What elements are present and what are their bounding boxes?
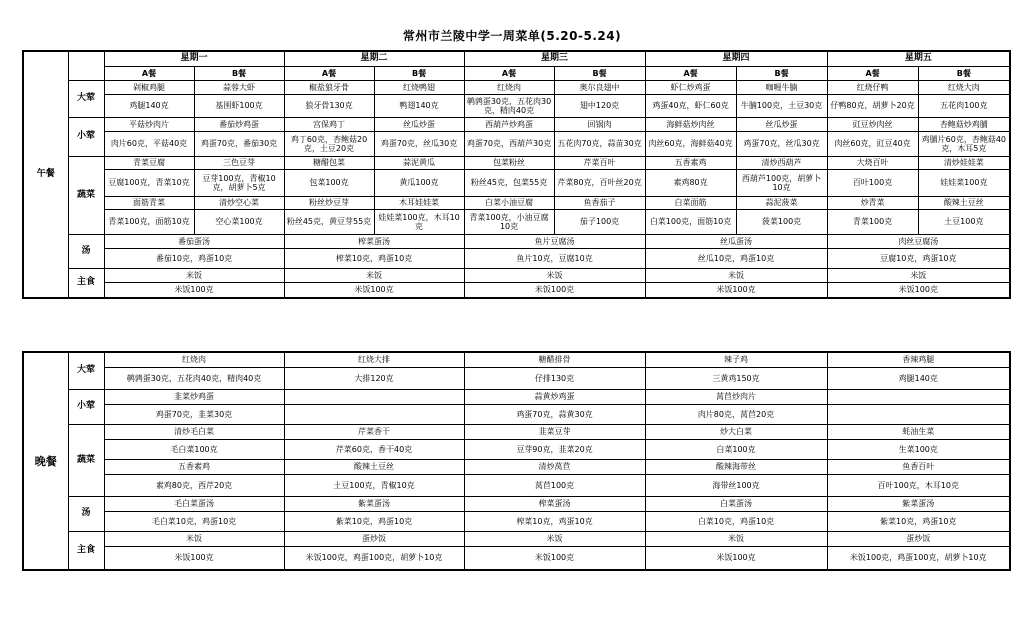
dish-name: 韭菜炒鸡蛋 xyxy=(104,389,284,404)
dinner-dahun-names xyxy=(23,352,1010,367)
category-label: 小荤 xyxy=(68,389,104,424)
dish-name: 蛋炒饭 xyxy=(284,531,464,546)
dish-name: 紫菜蛋汤 xyxy=(827,496,1010,511)
lunch-dahun-qty xyxy=(23,94,1010,117)
dinner-zhushi-names xyxy=(23,531,1010,546)
dish-name: 白菜蛋汤 xyxy=(645,496,827,511)
dinner-tang-qty xyxy=(23,511,1010,531)
dish-qty: 米饭100克，鸡蛋100克，胡萝卜10克 xyxy=(284,546,464,570)
dish-name: 米饭 xyxy=(464,531,645,546)
dinner-xiaohun-names xyxy=(23,389,1010,404)
dish-qty: 五花肉70克，蒜苗30克 xyxy=(554,131,645,156)
dish-qty: 鸡脯片60克，杏鲍菇40克，木耳5克 xyxy=(918,131,1010,156)
dish-name: 丝瓜蛋汤 xyxy=(645,234,827,248)
dish-qty: 百叶100克，木耳10克 xyxy=(827,474,1010,496)
dish-name: 红烧大排 xyxy=(284,352,464,367)
lunch-sucai-qty2 xyxy=(23,209,1010,234)
dish-qty: 榨菜10克，鸡蛋10克 xyxy=(464,511,645,531)
dish-name: 奥尔良翅中 xyxy=(554,80,645,94)
dish-name: 蒜黄炒鸡蛋 xyxy=(464,389,645,404)
dish-name: 清炒空心菜 xyxy=(194,196,284,209)
dish-name: 红烧仔鸭 xyxy=(827,80,918,94)
sub-b-label: B餐 xyxy=(554,66,645,80)
lunch-sucai-names2 xyxy=(23,196,1010,209)
dish-qty: 青菜100克，小油豆腐10克 xyxy=(464,209,554,234)
dish-qty: 番茄10克，鸡蛋10克 xyxy=(104,248,284,268)
dish-name: 粉丝炒豆芽 xyxy=(284,196,374,209)
dinner-sucai-qty2 xyxy=(23,474,1010,496)
dish-qty: 黄瓜100克 xyxy=(374,169,464,196)
dish-name: 红烧肉 xyxy=(104,352,284,367)
dish-name: 炒青菜 xyxy=(827,196,918,209)
sub-b-label: B餐 xyxy=(374,66,464,80)
dinner-sucai-qty1 xyxy=(23,439,1010,459)
dish-qty: 米饭100克 xyxy=(284,282,464,298)
dish-qty: 鸡蛋70克，蒜黄30克 xyxy=(464,404,645,424)
dish-name: 丝瓜炒蛋 xyxy=(374,117,464,131)
dish-qty: 米饭100克 xyxy=(464,282,645,298)
dish-qty: 豆芽90克，韭菜20克 xyxy=(464,439,645,459)
dish-qty: 粉丝45克，黄豆芽55克 xyxy=(284,209,374,234)
dish-name: 炒大白菜 xyxy=(645,424,827,439)
dish-name: 木耳娃娃菜 xyxy=(374,196,464,209)
dish-qty: 毛白菜100克 xyxy=(104,439,284,459)
dish-qty: 鸭翅140克 xyxy=(374,94,464,117)
dish-name: 糖醋排骨 xyxy=(464,352,645,367)
dish-name: 番茄炒鸡蛋 xyxy=(194,117,284,131)
dish-qty: 五花肉100克 xyxy=(918,94,1010,117)
dish-qty: 肉丝60克，海鲜菇40克 xyxy=(645,131,736,156)
dish-qty: 素鸡80克 xyxy=(645,169,736,196)
lunch-zhushi-names xyxy=(23,268,1010,282)
dish-qty: 狼牙骨130克 xyxy=(284,94,374,117)
lunch-xiaohun-names xyxy=(23,117,1010,131)
dish-name: 包菜粉丝 xyxy=(464,156,554,169)
dish-name: 榨菜蛋汤 xyxy=(284,234,464,248)
sub-a-label: A餐 xyxy=(827,66,918,80)
dinner-table xyxy=(22,351,1011,571)
dish-qty: 豆腐10克，鸡蛋10克 xyxy=(827,248,1010,268)
dish-qty: 鸡蛋70克，番茄30克 xyxy=(194,131,284,156)
dish-qty: 土豆100克，青椒10克 xyxy=(284,474,464,496)
sub-a-label: A餐 xyxy=(464,66,554,80)
dish-name: 西葫芦炒鸡蛋 xyxy=(464,117,554,131)
dish-name: 红烧肉 xyxy=(464,80,554,94)
dish-name: 椒盐狼牙骨 xyxy=(284,80,374,94)
lunch-table xyxy=(22,50,1011,299)
day-header: 星期四 xyxy=(645,51,827,66)
dish-qty: 青菜100克 xyxy=(827,209,918,234)
dish-qty: 海带丝100克 xyxy=(645,474,827,496)
dish-qty: 肉片60克，平菇40克 xyxy=(104,131,194,156)
dish-name: 五香素鸡 xyxy=(645,156,736,169)
dish-qty: 米饭100克 xyxy=(645,282,827,298)
dish-qty: 鸡丁60克，杏鲍菇20克，土豆20克 xyxy=(284,131,374,156)
dish-qty: 素鸡80克，西芹20克 xyxy=(104,474,284,496)
dish-name: 平菇炒肉片 xyxy=(104,117,194,131)
category-label: 大荤 xyxy=(68,352,104,389)
dish-name: 大烧百叶 xyxy=(827,156,918,169)
day-header: 星期五 xyxy=(827,51,1010,66)
sub-a-label: A餐 xyxy=(104,66,194,80)
dish-name: 红烧鸭翅 xyxy=(374,80,464,94)
dinner-zhushi-qty xyxy=(23,546,1010,570)
category-label: 小荤 xyxy=(68,117,104,156)
dish-name: 清炒西葫芦 xyxy=(736,156,827,169)
dish-qty: 米饭100克 xyxy=(464,546,645,570)
dish-name: 莴苣炒肉片 xyxy=(645,389,827,404)
dish-qty: 翅中120克 xyxy=(554,94,645,117)
dish-name: 红烧大肉 xyxy=(918,80,1010,94)
dish-name: 蒜泥菠菜 xyxy=(736,196,827,209)
dish-name: 鱼片豆腐汤 xyxy=(464,234,645,248)
dish-qty: 娃娃菜100克，木耳10克 xyxy=(374,209,464,234)
dish-qty: 丝瓜10克，鸡蛋10克 xyxy=(645,248,827,268)
dish-qty: 生菜100克 xyxy=(827,439,1010,459)
dish-name: 青菜豆腐 xyxy=(104,156,194,169)
dish-qty: 娃娃菜100克 xyxy=(918,169,1010,196)
category-label: 蔬菜 xyxy=(68,156,104,234)
dish-name: 面筋青菜 xyxy=(104,196,194,209)
dish-qty: 米饭100克 xyxy=(827,282,1010,298)
dish-name: 白菜小油豆腐 xyxy=(464,196,554,209)
dinner-sucai-names2 xyxy=(23,459,1010,474)
dish-qty: 芹菜80克，百叶丝20克 xyxy=(554,169,645,196)
sub-a-label: A餐 xyxy=(284,66,374,80)
dish-qty: 鸡蛋70克，韭菜30克 xyxy=(104,404,284,424)
dinner-xiaohun-qty xyxy=(23,404,1010,424)
dish-qty: 鸡蛋70克，丝瓜30克 xyxy=(736,131,827,156)
category-label: 主食 xyxy=(68,268,104,298)
dish-qty: 白菜100克，面筋10克 xyxy=(645,209,736,234)
dish-qty: 紫菜10克，鸡蛋10克 xyxy=(284,511,464,531)
dish-qty: 肉片80克，莴苣20克 xyxy=(645,404,827,424)
dish-name xyxy=(284,389,464,404)
dish-name: 白菜面筋 xyxy=(645,196,736,209)
dish-qty: 西葫芦100克，胡萝卜10克 xyxy=(736,169,827,196)
dish-name: 丝瓜炒蛋 xyxy=(736,117,827,131)
dish-qty: 豆芽100克，青椒10克，胡萝卜5克 xyxy=(194,169,284,196)
dinner-dahun-qty xyxy=(23,367,1010,389)
dish-name: 蒜泥黄瓜 xyxy=(374,156,464,169)
dish-name: 五香素鸡 xyxy=(104,459,284,474)
page-title: 常州市兰陵中学一周菜单(5.20-5.24) xyxy=(402,29,622,43)
lunch-dahun-names xyxy=(23,80,1010,94)
dish-qty: 榨菜10克，鸡蛋10克 xyxy=(284,248,464,268)
dish-qty: 仔排130克 xyxy=(464,367,645,389)
dish-name: 米饭 xyxy=(284,268,464,282)
dish-qty: 毛白菜10克，鸡蛋10克 xyxy=(104,511,284,531)
dish-qty: 米饭100克 xyxy=(104,282,284,298)
dish-name: 蚝油生菜 xyxy=(827,424,1010,439)
dish-name: 虾仁炒鸡蛋 xyxy=(645,80,736,94)
lunch-sucai-names1 xyxy=(23,156,1010,169)
dish-qty: 空心菜100克 xyxy=(194,209,284,234)
dish-name: 米饭 xyxy=(827,268,1010,282)
dish-name: 豇豆炒肉丝 xyxy=(827,117,918,131)
dish-qty: 包菜100克 xyxy=(284,169,374,196)
dish-name: 香辣鸡腿 xyxy=(827,352,1010,367)
dish-qty: 芹菜60克，香干40克 xyxy=(284,439,464,459)
dish-qty: 菠菜100克 xyxy=(736,209,827,234)
sub-b-label: B餐 xyxy=(736,66,827,80)
sub-a-label: A餐 xyxy=(645,66,736,80)
dish-qty xyxy=(284,404,464,424)
dish-qty: 鱼片10克，豆腐10克 xyxy=(464,248,645,268)
dish-name: 芹菜百叶 xyxy=(554,156,645,169)
dish-qty: 鸡蛋40克，虾仁60克 xyxy=(645,94,736,117)
category-label: 汤 xyxy=(68,234,104,268)
lunch-tang-qty xyxy=(23,248,1010,268)
dish-name xyxy=(827,389,1010,404)
dish-name: 糖醋包菜 xyxy=(284,156,374,169)
dish-name: 清炒毛白菜 xyxy=(104,424,284,439)
dish-name: 韭菜豆芽 xyxy=(464,424,645,439)
dish-name: 蛋炒饭 xyxy=(827,531,1010,546)
dish-name: 榨菜蛋汤 xyxy=(464,496,645,511)
dish-qty xyxy=(827,404,1010,424)
dish-qty: 肉丝60克，豇豆40克 xyxy=(827,131,918,156)
sub-b-label: B餐 xyxy=(918,66,1010,80)
day-header: 星期二 xyxy=(284,51,464,66)
dish-name: 米饭 xyxy=(645,268,827,282)
dish-qty: 莴苣100克 xyxy=(464,474,645,496)
meal-label-lunch: 午餐 xyxy=(23,51,68,298)
dish-name: 辣子鸡 xyxy=(645,352,827,367)
dinner-sucai-names1 xyxy=(23,424,1010,439)
dish-qty: 紫菜10克，鸡蛋10克 xyxy=(827,511,1010,531)
day-header-row xyxy=(23,51,1010,66)
dish-name: 鱼香百叶 xyxy=(827,459,1010,474)
dish-name: 回锅肉 xyxy=(554,117,645,131)
dish-qty: 米饭100克 xyxy=(645,546,827,570)
dish-name: 肉丝豆腐汤 xyxy=(827,234,1010,248)
dish-name: 咖喱牛腩 xyxy=(736,80,827,94)
dish-name: 杏鲍菇炒鸡脯 xyxy=(918,117,1010,131)
dish-name: 芹菜香干 xyxy=(284,424,464,439)
dish-qty: 牛腩100克，土豆30克 xyxy=(736,94,827,117)
lunch-sucai-qty1 xyxy=(23,169,1010,196)
dish-qty: 大排120克 xyxy=(284,367,464,389)
dish-qty: 鸡蛋70克，丝瓜30克 xyxy=(374,131,464,156)
dish-qty: 土豆100克 xyxy=(918,209,1010,234)
dish-name: 海鲜菇炒肉丝 xyxy=(645,117,736,131)
dish-qty: 青菜100克，面筋10克 xyxy=(104,209,194,234)
dish-qty: 茄子100克 xyxy=(554,209,645,234)
dish-qty: 鸡腿140克 xyxy=(104,94,194,117)
dish-name: 清炒莴苣 xyxy=(464,459,645,474)
category-label: 蔬菜 xyxy=(68,424,104,496)
lunch-zhushi-qty xyxy=(23,282,1010,298)
dish-qty: 豆腐100克，青菜10克 xyxy=(104,169,194,196)
dish-name: 鱼香茄子 xyxy=(554,196,645,209)
dish-name: 酸辣土豆丝 xyxy=(918,196,1010,209)
dish-name: 紫菜蛋汤 xyxy=(284,496,464,511)
sub-b-label: B餐 xyxy=(194,66,284,80)
category-label: 主食 xyxy=(68,531,104,570)
dish-name: 三色豆芽 xyxy=(194,156,284,169)
dish-qty: 鸡蛋70克，西葫芦30克 xyxy=(464,131,554,156)
dish-name: 剁椒鸡腿 xyxy=(104,80,194,94)
dish-name: 酸辣土豆丝 xyxy=(284,459,464,474)
dish-qty: 三黄鸡150克 xyxy=(645,367,827,389)
lunch-tang-names xyxy=(23,234,1010,248)
dish-qty: 鹌鹑蛋30克，五花肉40克，精肉40克 xyxy=(104,367,284,389)
meal-label-dinner: 晚餐 xyxy=(23,352,68,570)
category-label: 汤 xyxy=(68,496,104,531)
dish-name: 清炒娃娃菜 xyxy=(918,156,1010,169)
dish-name: 宫保鸡丁 xyxy=(284,117,374,131)
lunch-xiaohun-qty xyxy=(23,131,1010,156)
dish-qty: 仔鸭80克，胡萝卜20克 xyxy=(827,94,918,117)
dish-name: 米饭 xyxy=(104,268,284,282)
dish-qty: 鹌鹑蛋30克，五花肉30克，精肉40克 xyxy=(464,94,554,117)
dish-qty: 米饭100克 xyxy=(104,546,284,570)
dish-name: 番茄蛋汤 xyxy=(104,234,284,248)
dish-name: 米饭 xyxy=(645,531,827,546)
dish-qty: 百叶100克 xyxy=(827,169,918,196)
dish-qty: 鸡腿140克 xyxy=(827,367,1010,389)
dish-name: 毛白菜蛋汤 xyxy=(104,496,284,511)
dish-name: 米饭 xyxy=(464,268,645,282)
dish-qty: 白菜10克，鸡蛋10克 xyxy=(645,511,827,531)
day-header: 星期三 xyxy=(464,51,645,66)
dish-qty: 白菜100克 xyxy=(645,439,827,459)
category-label: 大荤 xyxy=(68,80,104,117)
dish-qty: 基围虾100克 xyxy=(194,94,284,117)
dish-qty: 米饭100克，鸡蛋100克，胡萝卜10克 xyxy=(827,546,1010,570)
day-header: 星期一 xyxy=(104,51,284,66)
dish-name: 酸辣海带丝 xyxy=(645,459,827,474)
dish-name: 米饭 xyxy=(104,531,284,546)
dish-name: 蒜蓉大虾 xyxy=(194,80,284,94)
sub-header-row xyxy=(23,66,1010,80)
dinner-tang-names xyxy=(23,496,1010,511)
dish-qty: 粉丝45克，包菜55克 xyxy=(464,169,554,196)
